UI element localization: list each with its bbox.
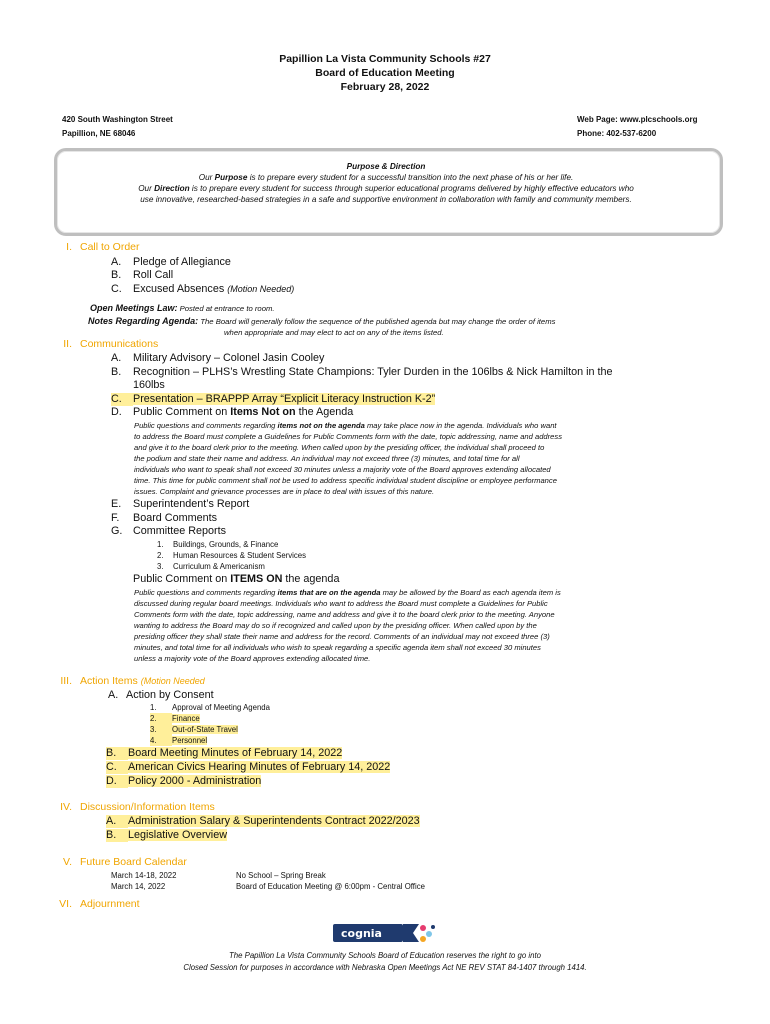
agenda-item-civics-minutes xyxy=(106,761,390,774)
section-number: V. xyxy=(63,856,72,868)
consent-item xyxy=(150,724,238,735)
committee-item xyxy=(157,561,265,572)
agenda-item-committee-reports xyxy=(111,525,226,538)
pc-line: time. This time for public comment shall not be used to address specific individual student discipline or employee performance xyxy=(134,476,557,485)
pc-line: to address the Board must complete a Guidelines for Public Comments form with the date, topic addressing, name and address xyxy=(134,432,563,441)
section-number: II. xyxy=(63,338,72,350)
notes-text: The Board will generally follow the sequence of the published agenda but may change the order of items xyxy=(200,317,556,326)
item-letter: F. xyxy=(111,512,120,524)
agenda-item-legislative-overview xyxy=(106,829,227,842)
agenda-item-military-advisory xyxy=(111,352,324,365)
item-text: Roll Call xyxy=(133,269,174,281)
consent-num: 3. xyxy=(150,724,172,735)
consent-num: 1. xyxy=(150,703,157,712)
item-text: Committee Reports xyxy=(133,525,227,537)
item-letter: A. xyxy=(108,689,119,701)
committee-num: 1. xyxy=(157,540,164,549)
header-title xyxy=(0,52,770,94)
calendar-event: No School – Spring Break xyxy=(236,871,326,880)
committee-text: Buildings, Grounds, & Finance xyxy=(173,540,279,549)
agenda-item-salary-contract xyxy=(106,815,420,828)
item-text: Action by Consent xyxy=(126,689,214,701)
committee-num: 2. xyxy=(157,551,164,560)
calendar-date: March 14-18, 2022 xyxy=(111,871,177,880)
phone: Phone: 402-537-6200 xyxy=(577,129,657,138)
motion-needed-note: (Motion Needed) xyxy=(227,284,295,294)
item-letter: D. xyxy=(106,775,128,788)
notes-label: Notes Regarding Agenda: xyxy=(88,316,199,326)
item-text-bold: Items Not on xyxy=(230,406,296,418)
consent-item xyxy=(150,702,270,713)
agenda-item-policy-2000 xyxy=(106,775,261,788)
consent-item xyxy=(150,713,200,724)
footer-line-1: The Papillion La Vista Community Schools Board of Education reserves the right to go into xyxy=(229,951,541,960)
cognia-logo-text: cognia xyxy=(341,927,382,940)
meeting-date: February 28, 2022 xyxy=(340,81,430,93)
item-letter: C. xyxy=(106,761,128,774)
item-text: Board Comments xyxy=(133,512,218,524)
pc-line xyxy=(134,420,716,431)
purpose-post: is to prepare every student for a successful transition into the next phase of his or her life. xyxy=(247,173,574,182)
pc-line: the podium and state their name and address. An individual may not exceed three (3) minutes, and total time for all xyxy=(134,454,520,463)
open-meetings-text: Posted at entrance to room. xyxy=(179,304,275,313)
pc-on-post: the agenda xyxy=(282,573,340,585)
agenda-item-excused-absences xyxy=(111,283,294,296)
pc-on-bold: ITEMS ON xyxy=(230,573,283,585)
item-text: Superintendent’s Report xyxy=(133,498,250,510)
consent-item xyxy=(150,735,207,746)
item-letter: B. xyxy=(106,829,128,842)
pc-pre: Public questions and comments regarding xyxy=(134,421,278,430)
calendar-event: Board of Education Meeting @ 6:00pm - Central Office xyxy=(236,882,425,891)
committee-text: Human Resources & Student Services xyxy=(173,551,307,560)
agenda-item-roll-call xyxy=(111,269,173,282)
section-title: Call to Order xyxy=(80,241,140,253)
consent-num: 2. xyxy=(150,713,172,724)
consent-num: 4. xyxy=(150,735,172,746)
footer-line-2: Closed Session for purposes in accordance with Nebraska Open Meetings Act NE REV STAT 84-1407 through 1414. xyxy=(183,963,587,972)
direction-pre: Our xyxy=(138,184,155,193)
purpose-pre: Our xyxy=(198,173,215,182)
direction-word: Direction xyxy=(154,184,190,193)
pc-bold: items that are on the agenda xyxy=(277,588,381,597)
item-letter: A. xyxy=(111,256,122,268)
agenda-item-pledge xyxy=(111,256,231,269)
item-letter: B. xyxy=(111,269,122,281)
agenda-item-recognition-line-2: 160lbs xyxy=(133,379,165,391)
address-line-1: 420 South Washington Street xyxy=(62,115,173,124)
open-meetings-law xyxy=(90,303,275,314)
item-letter: G. xyxy=(111,525,123,537)
pc-pre: Public questions and comments regarding xyxy=(134,588,278,597)
agenda-item-presentation xyxy=(111,393,435,406)
section-adjournment xyxy=(52,898,140,910)
consent-text: Approval of Meeting Agenda xyxy=(172,703,270,712)
section-number: I. xyxy=(66,241,72,253)
direction-statement-line-2: use innovative, researched-based strategies in a safe and supportive environment in collaboration with family and community members. xyxy=(140,195,632,204)
district-name: Papillion La Vista Community Schools #27 xyxy=(279,53,491,65)
consent-text: Personnel xyxy=(172,736,208,745)
pc-line: individuals who want to speak shall not exceed 30 minutes unless a majority vote of the Board approves extending allocated xyxy=(134,465,551,474)
meeting-name: Board of Education Meeting xyxy=(315,67,455,79)
calendar-date: March 14, 2022 xyxy=(111,882,166,891)
item-text: Legislative Overview xyxy=(128,829,228,841)
item-text: Presentation – BRAPPP Array “Explicit Literacy Instruction K-2” xyxy=(133,393,436,405)
committee-item xyxy=(157,539,278,550)
section-call-to-order xyxy=(52,241,140,253)
pc-line: minutes, and total time for all individuals who wish to speak regarding a specific agenda item shall not exceed 30 minutes xyxy=(134,643,541,652)
section-number: III. xyxy=(60,675,72,687)
item-letter: C. xyxy=(111,283,122,295)
section-action-items xyxy=(52,675,205,687)
agenda-item-recognition xyxy=(111,366,613,379)
purpose-statement xyxy=(60,172,712,183)
committee-text: Curriculum & Americanism xyxy=(173,562,265,571)
item-text: Military Advisory – Colonel Jasin Cooley xyxy=(133,352,325,364)
item-text: Pledge of Allegiance xyxy=(133,256,231,268)
item-letter: A. xyxy=(106,815,128,828)
direction-post: is to prepare every student for success through superior educational programs delivered by highly effective educators who xyxy=(189,184,634,193)
item-text: Policy 2000 - Administration xyxy=(128,775,262,787)
section-title: Action Items xyxy=(80,675,138,687)
pc-line: and give it to the board clerk prior to the meeting. When called upon by the presiding officer, the individual shall proceed to xyxy=(134,443,545,452)
pc-on-pre: Public Comment on xyxy=(133,573,231,585)
public-comment-on-text xyxy=(134,587,716,664)
section-title: Discussion/Information Items xyxy=(80,801,215,813)
section-number: IV. xyxy=(60,801,72,813)
purpose-title: Purpose & Direction xyxy=(346,162,426,171)
committee-num: 3. xyxy=(157,562,164,571)
consent-text: Out-of-State Travel xyxy=(172,725,238,734)
item-text: Excused Absences xyxy=(133,283,225,295)
item-text: Administration Salary & Superintendents Contract 2022/2023 xyxy=(128,815,420,827)
open-meetings-label: Open Meetings Law: xyxy=(90,303,178,313)
section-future-calendar xyxy=(52,856,187,868)
section-title: Future Board Calendar xyxy=(80,856,187,868)
pc-bold: items not on the agenda xyxy=(277,421,365,430)
item-letter: C. xyxy=(111,393,133,406)
item-letter: B. xyxy=(106,747,128,760)
section-title: Communications xyxy=(80,338,159,350)
section-number: VI. xyxy=(59,898,72,910)
consent-text: Finance xyxy=(172,714,200,723)
item-text-post: the Agenda xyxy=(295,406,354,418)
direction-statement xyxy=(60,183,712,194)
public-comment-on-heading xyxy=(133,573,339,586)
section-discussion-items xyxy=(52,801,215,813)
public-comment-not-on-text xyxy=(134,420,716,497)
item-text: Public Comment on xyxy=(133,406,231,418)
pc-line: unless a majority vote of the Board approves extending allocated time. xyxy=(134,654,371,663)
pc-post: may take place now in the agenda. Individuals who want xyxy=(364,421,557,430)
web-page: Web Page: www.plcschools.org xyxy=(577,115,698,124)
agenda-item-board-comments xyxy=(111,512,217,525)
pc-line xyxy=(134,587,716,598)
notes-regarding-agenda-line-2: when appropriate and may elect to act on any of the items listed. xyxy=(224,328,444,337)
agenda-item-board-minutes xyxy=(106,747,342,760)
purpose-word: Purpose xyxy=(214,173,248,182)
agenda-item-public-comment-not-on xyxy=(111,406,353,419)
pc-line: discussed during regular board meetings. Individuals who want to address the Board must complete a Guidelines for Public xyxy=(134,599,548,608)
pc-line: issues. Complaint and grievance processes are in place to deal with issues of this nature. xyxy=(134,487,435,496)
address-line-2: Papillion, NE 68046 xyxy=(62,129,136,138)
pc-line: Comments form with the date, topic addressing, name and address and give it to the board clerk prior to the meeting. Anyone xyxy=(134,610,555,619)
item-text: Board Meeting Minutes of February 14, 2022 xyxy=(128,747,343,759)
section-communications xyxy=(52,338,158,350)
item-letter: B. xyxy=(111,366,122,378)
motion-needed-note: (Motion Needed xyxy=(140,676,205,686)
cognia-logo xyxy=(333,922,437,944)
notes-regarding-agenda xyxy=(88,316,555,327)
agenda-item-superintendent-report xyxy=(111,498,249,511)
pc-line: wanting to address the Board may do so if recognized and called upon by the presiding officer. When called upon by the xyxy=(134,621,537,630)
committee-item xyxy=(157,550,306,561)
item-letter: E. xyxy=(111,498,122,510)
pc-line: presiding officer they shall state their name and address for the record. Comments of an individual may not exceed three (3) xyxy=(134,632,550,641)
pc-post: may be allowed by the Board as each agenda item is xyxy=(380,588,561,597)
item-text: American Civics Hearing Minutes of February 14, 2022 xyxy=(128,761,391,773)
item-letter: A. xyxy=(111,352,122,364)
item-letter: D. xyxy=(111,406,122,418)
agenda-item-action-by-consent xyxy=(108,689,214,702)
section-title: Adjournment xyxy=(80,898,140,910)
item-text: Recognition – PLHS’s Wrestling State Champions: Tyler Durden in the 106lbs & Nick Hamilton in the xyxy=(133,366,613,378)
